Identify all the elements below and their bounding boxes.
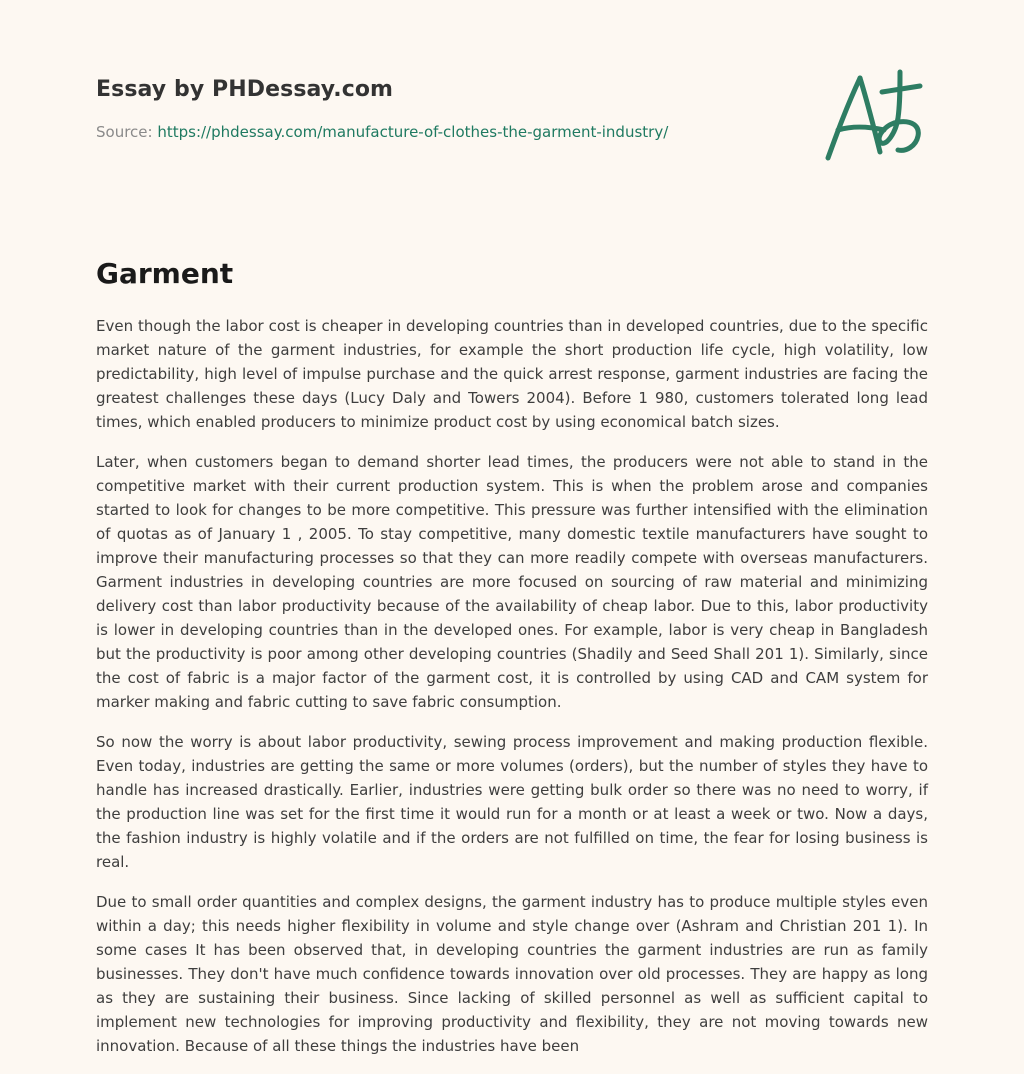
essay-body	[96, 314, 928, 1074]
a-left-stroke	[828, 78, 860, 158]
paragraph-3: So now the worry is about labor productivity, sewing process improvement and making production flexible. Even today, industries are getting the same or more volumes (orders), but the number of styles they have to handle has increased drastically. Earlier, industries were getting bulk order so there was no need to worry, if the production line was set for the first time it would run for a month or at least a week or two. Now a days, the fashion industry is highly volatile and if the orders are not fulfilled on time, the fear for losing business is real.	[96, 733, 928, 871]
source-link[interactable]: https://phdessay.com/manufacture-of-clothes-the-garment-industry/	[157, 123, 669, 141]
plus-loop	[898, 122, 918, 151]
essay-header	[96, 74, 796, 142]
a-plus-icon	[820, 66, 930, 166]
essay-title: Garment	[96, 257, 234, 290]
plus-vertical	[879, 72, 900, 143]
paragraph-1: Even though the labor cost is cheaper in developing countries than in developed countries, due to the specific market nature of the garment industries, for example the short production life cycle, high volatility, low predictability, high level of impulse purchase and the quick arrest response, garment industries are facing the greatest challenges these days (Lucy Daly and Towers 2004). Before 1 980, customers tolerated long lead times, which enabled producers to minimize product cost by using economical batch sizes.	[96, 317, 928, 431]
a-crossbar	[838, 127, 884, 130]
plus-horizontal	[882, 86, 920, 92]
site-brand: Essay by PHDessay.com	[96, 77, 394, 102]
source-label: Source:	[96, 123, 158, 141]
paragraph-2: Later, when customers began to demand shorter lead times, the producers were not able to stand in the competitive market with their current production system. This is when the problem arose and companies started to look for changes to be more competitive. This pressure was further intensified with the elimination of quotas as of January 1 , 2005. To stay competitive, many domestic textile manufacturers have sought to improve their manufacturing processes so that they can more readily compete with overseas manufacturers. Garment industries in developing countries are more focused on sourcing of raw material and minimizing delivery cost than labor productivity because of the availability of cheap labor. Due to this, labor productivity is lower in developing countries than in the developed ones. For example, labor is very cheap in Bangladesh but the productivity is poor among other developing countries (Shadily and Seed Shall 201 1). Similarly, since the cost of fabric is a major factor of the garment cost, it is controlled by using CAD and CAM system for marker making and fabric cutting to save fabric consumption.	[96, 453, 928, 711]
paragraph-4: Due to small order quantities and complex designs, the garment industry has to produce multiple styles even within a day; this needs higher flexibility in volume and style change over (Ashram and Christian 201 1). In some cases It has been observed that, in developing countries the garment industries are run as family businesses. They don't have much confidence towards innovation over old processes. They are happy as long as they are sustaining their business. Since lacking of skilled personnel as well as sufficient capital to implement new technologies for improving productivity and flexibility, they are not moving towards new innovation. Because of all these things the industries have been	[96, 893, 928, 1055]
source-line	[96, 122, 796, 142]
